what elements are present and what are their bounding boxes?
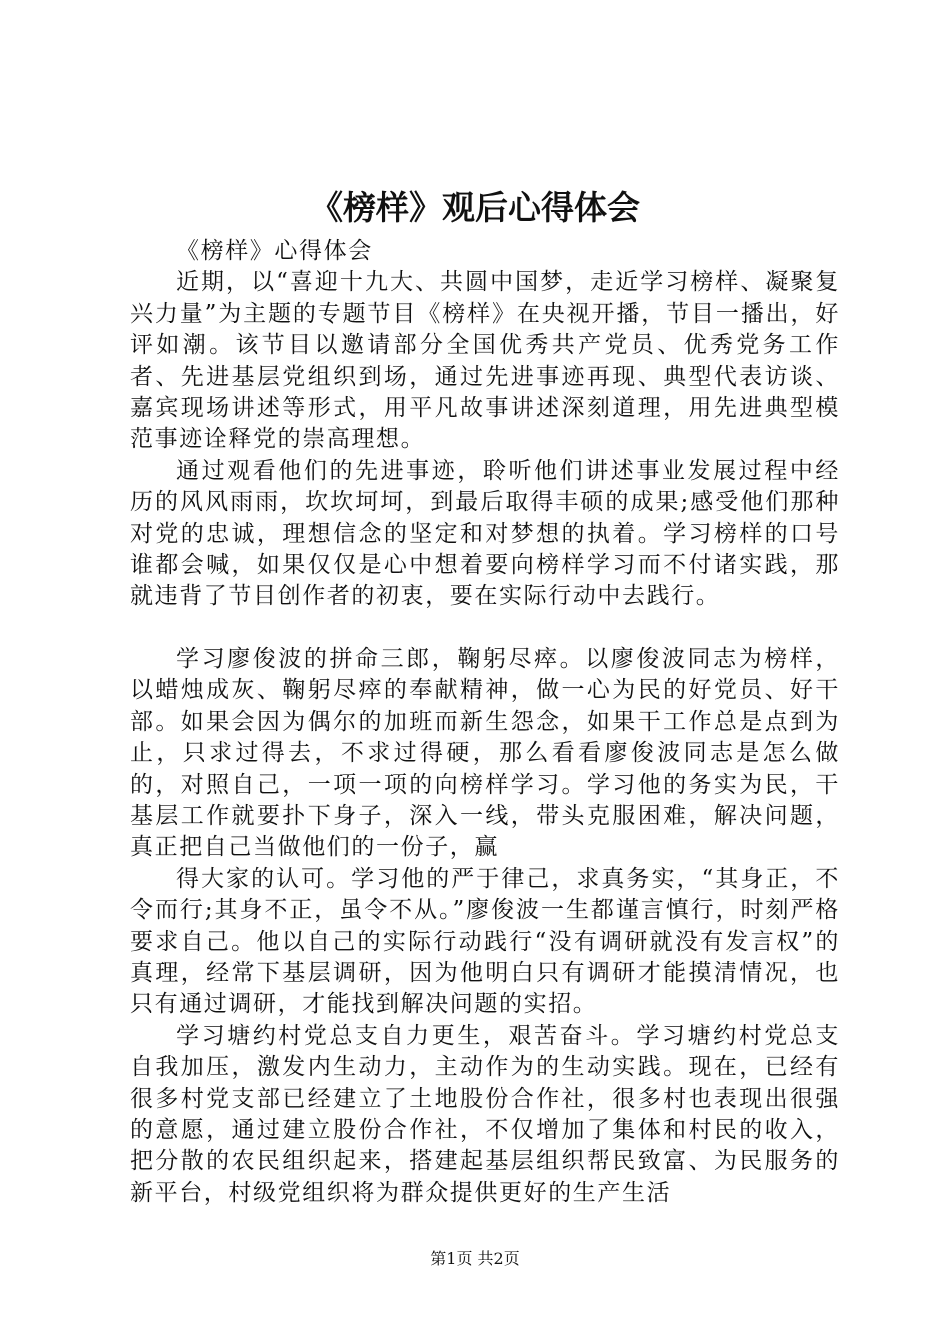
paragraph-1: 近期，以“喜迎十九大、共圆中国梦，走近学习榜样、凝聚复兴力量”为主题的专题节目《榜样》在央视开播，节目一播出，好评如潮。该节目以邀请部分全国优秀共产党员、优秀党务工作者、先进基层党组织到场，通过先进事迹再现、典型代表访谈、嘉宾现场讲述等形式，用平凡故事讲述深刻道理，用先进典型模范事迹诠释党的崇高理想。 [130, 269, 840, 453]
paragraph-5: 学习塘约村党总支自力更生，艰苦奋斗。学习塘约村党总支自我加压，激发内生动力，主动作为的生动实践。现在，已经有很多村党支部已经建立了土地股份合作社，很多村也表现出很强的意愿，通过建立股份合作社，不仅增加了集体和村民的收入，把分散的农民组织起来，搭建起基层组织帮民致富、为民服务的新平台，村级党组织将为群众提供更好的生产生活 [130, 1022, 840, 1206]
paragraph-2: 通过观看他们的先进事迹，聆听他们讲述事业发展过程中经历的风风雨雨，坎坎坷坷，到最后取得丰硕的成果;感受他们那种对党的忠诚，理想信念的坚定和对梦想的执着。学习榜样的口号谁都会喊，如果仅仅是心中想着要向榜样学习而不付诸实践，那就违背了节目创作者的初衷，要在实际行动中去践行。 [130, 457, 840, 610]
page-title: 《榜样》观后心得体会 [310, 188, 640, 227]
document-subtitle: 《榜样》心得体会 [176, 238, 373, 264]
document-body [130, 236, 840, 1209]
page-number-footer: 第1页 共2页 [430, 1249, 520, 1268]
paragraph-3: 学习廖俊波的拼命三郎，鞠躬尽瘁。以廖俊波同志为榜样，以蜡烛成灰、鞠躬尽瘁的奉献精神，做一心为民的好党员、好干部。如果会因为偶尔的加班而新生怨念，如果干工作总是点到为止，只求过得去，不求过得硬，那么看看廖俊波同志是怎么做的，对照自己，一项一项的向榜样学习。学习他的务实为民，干基层工作就要扑下身子，深入一线，带头克服困难，解决问题，真正把自己当做他们的一份子，赢 [130, 645, 840, 861]
paragraph-4: 得大家的认可。学习他的严于律己，求真务实，“其身正，不令而行;其身不正，虽令不从。”廖俊波一生都谨言慎行，时刻严格要求自己。他以自己的实际行动践行“没有调研就没有发言权”的真理，经常下基层调研，因为他明白只有调研才能摸清情况，也只有通过调研，才能找到解决问题的实招。 [130, 865, 840, 1018]
